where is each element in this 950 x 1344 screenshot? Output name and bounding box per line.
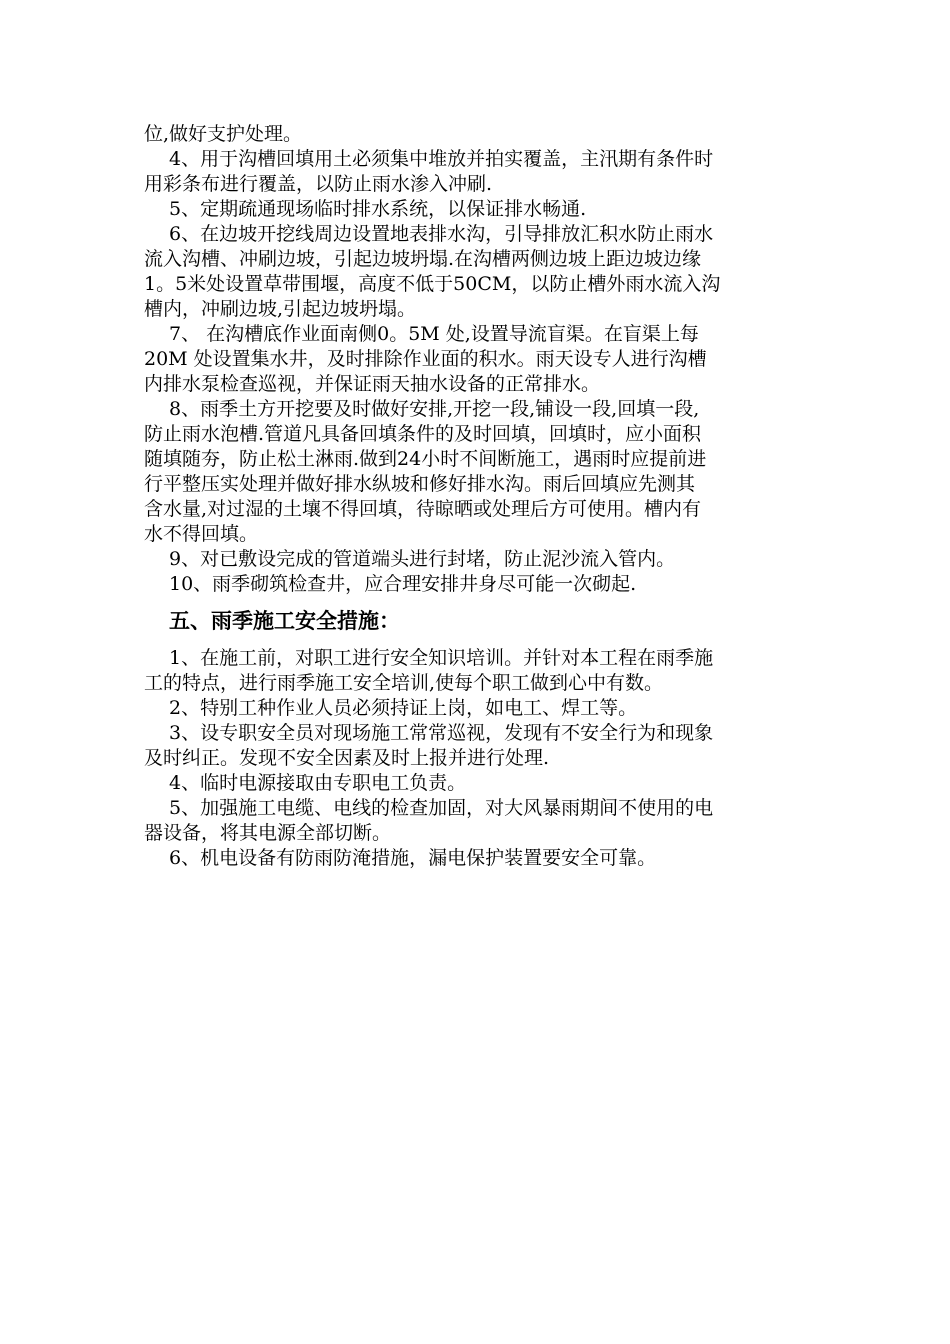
paragraph-line: 20M 处设置集水井，及时排除作业面的积水。雨天设专人进行沟槽 <box>144 348 707 370</box>
paragraph-line: 5、加强施工电缆、电线的检查加固，对大风暴雨期间不使用的电 <box>169 797 714 819</box>
paragraph-line: 水不得回填。 <box>144 523 259 545</box>
paragraph-line: 随填随夯，防止松土淋雨.做到24小时不间断施工，遇雨时应提前进 <box>144 448 707 470</box>
paragraph-line: 防止雨水泡槽.管道凡具备回填条件的及时回填，回填时，应小面积 <box>144 423 702 445</box>
paragraph-line: 4、临时电源接取由专职电工负责。 <box>169 772 467 794</box>
paragraph-line: 1、在施工前，对职工进行安全知识培训。并针对本工程在雨季施 <box>169 647 714 669</box>
paragraph-line: 槽内，冲刷边坡,引起边坡坍塌。 <box>144 298 417 320</box>
paragraph-line: 1。5米处设置草带围堰，高度不低于50CM，以防止槽外雨水流入沟 <box>144 273 721 295</box>
paragraph-line: 含水量,对过湿的土壤不得回填，待晾晒或处理后方可使用。槽内有 <box>144 498 702 520</box>
paragraph-line: 器设备，将其电源全部切断。 <box>144 822 392 844</box>
document-body <box>144 122 808 871</box>
paragraph-line: 用彩条布进行覆盖，以防止雨水渗入冲刷. <box>144 173 493 195</box>
paragraph-line: 流入沟槽、冲刷边坡，引起边坡坍塌.在沟槽两侧边坡上距边坡边缘 <box>144 248 702 270</box>
paragraph-line: 工的特点，进行雨季施工安全培训,使每个职工做到心中有数。 <box>144 672 664 694</box>
paragraph-line: 7、 在沟槽底作业面南侧0。5M 处,设置导流盲渠。在盲渠上每 <box>169 323 699 345</box>
section-heading: 五、雨季施工安全措施： <box>169 609 400 633</box>
paragraph-line: 3、设专职安全员对现场施工常常巡视，发现有不安全行为和现象 <box>169 722 714 744</box>
paragraph-line: 内排水泵检查巡视，并保证雨天抽水设备的正常排水。 <box>144 373 601 395</box>
paragraph-line: 2、特别工种作业人员必须持证上岗，如电工、焊工等。 <box>169 697 638 719</box>
paragraph-line: 5、定期疏通现场临时排水系统，以保证排水畅通. <box>169 198 587 220</box>
paragraph-line: 9、对已敷设完成的管道端头进行封堵，防止泥沙流入管内。 <box>169 548 676 570</box>
paragraph-line: 10、雨季砌筑检查井，应合理安排井身尽可能一次砌起. <box>169 573 637 595</box>
paragraph-line: 及时纠正。发现不安全因素及时上报并进行处理. <box>144 747 550 769</box>
paragraph-line: 行平整压实处理并做好排水纵坡和修好排水沟。雨后回填应先测其 <box>144 473 696 495</box>
paragraph-line: 6、在边坡开挖线周边设置地表排水沟，引导排放汇积水防止雨水 <box>169 223 714 245</box>
paragraph-line: 8、雨季土方开挖要及时做好安排,开挖一段,铺设一段,回填一段, <box>169 398 700 420</box>
paragraph-line: 6、机电设备有防雨防淹措施，漏电保护装置要安全可靠。 <box>169 847 657 869</box>
paragraph-line: 位,做好支护处理。 <box>144 123 303 145</box>
paragraph-line: 4、用于沟槽回填用土必须集中堆放并拍实覆盖，主汛期有条件时 <box>169 148 714 170</box>
